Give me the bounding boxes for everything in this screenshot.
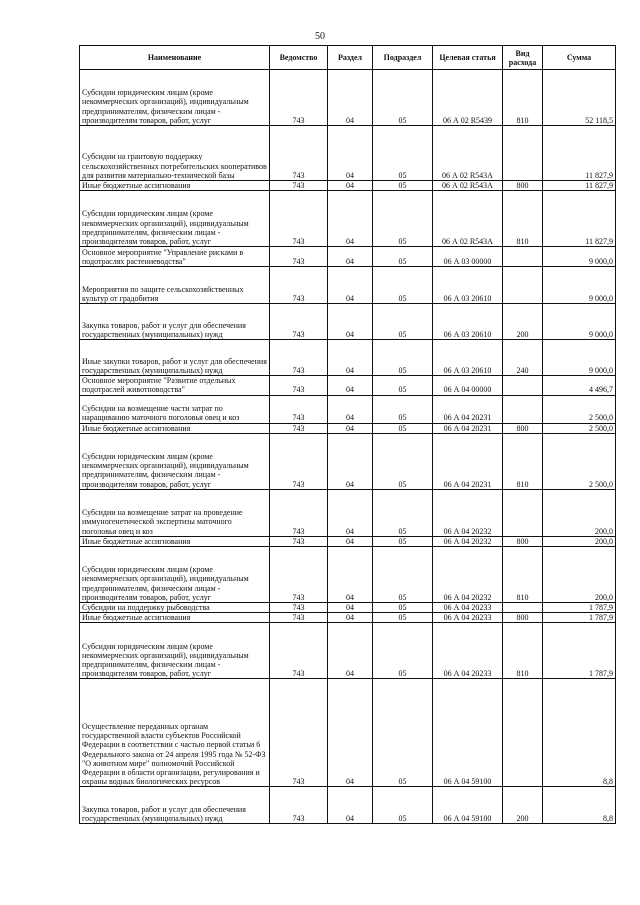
cell-subsection: 05 [373, 181, 433, 191]
cell-sum: 11 827,9 [543, 191, 616, 247]
cell-sum: 200,0 [543, 489, 616, 536]
cell-sum: 200,0 [543, 547, 616, 603]
cell-subsection: 05 [373, 433, 433, 489]
cell-subsection: 05 [373, 489, 433, 536]
cell-section: 04 [328, 536, 373, 546]
cell-expense: 800 [503, 536, 543, 546]
cell-target: 06 А 04 00000 [433, 376, 503, 395]
cell-subsection: 05 [373, 547, 433, 603]
cell-name: Субсидии юридическим лицам (кроме некоммерческих организаций), индивидуальным предпринимателям, физическим лицам - производителям товаров, работ, услуг [80, 433, 270, 489]
cell-section: 04 [328, 613, 373, 623]
cell-name: Субсидии юридическим лицам (кроме некоммерческих организаций), индивидуальным предпринимателям, физическим лицам - производителям товаров, работ, услуг [80, 70, 270, 126]
table-row [80, 70, 616, 126]
cell-dept: 743 [270, 603, 328, 613]
header-expense: Вид расхода [503, 46, 543, 70]
table-header-row [80, 46, 616, 70]
cell-name: Иные бюджетные ассигнования [80, 181, 270, 191]
cell-dept: 743 [270, 679, 328, 787]
cell-subsection: 05 [373, 191, 433, 247]
cell-target: 06 А 04 20233 [433, 623, 503, 679]
cell-sum: 2 500,0 [543, 395, 616, 423]
cell-dept: 743 [270, 181, 328, 191]
cell-name: Иные бюджетные ассигнования [80, 536, 270, 546]
cell-name: Субсидии юридическим лицам (кроме некоммерческих организаций), индивидуальным предпринимателям, физическим лицам - производителям товаров, работ, услуг [80, 623, 270, 679]
cell-expense: 800 [503, 613, 543, 623]
cell-target: 06 А 03 20610 [433, 304, 503, 340]
cell-target: 06 А 04 20233 [433, 603, 503, 613]
cell-expense: 810 [503, 547, 543, 603]
table-row [80, 489, 616, 536]
cell-expense: 240 [503, 340, 543, 376]
cell-target: 06 А 04 20231 [433, 395, 503, 423]
cell-sum: 1 787,9 [543, 613, 616, 623]
cell-section: 04 [328, 423, 373, 433]
table-row [80, 126, 616, 181]
cell-dept: 743 [270, 489, 328, 536]
table-row [80, 536, 616, 546]
cell-target: 06 А 04 20232 [433, 547, 503, 603]
cell-name: Субсидии на грантовую поддержку сельскохозяйственных потребительских кооперативов для развития материально-технической базы [80, 126, 270, 181]
cell-subsection: 05 [373, 247, 433, 267]
cell-expense: 800 [503, 181, 543, 191]
cell-subsection: 05 [373, 623, 433, 679]
cell-expense [503, 395, 543, 423]
table-row [80, 181, 616, 191]
cell-name: Субсидии юридическим лицам (кроме некоммерческих организаций), индивидуальным предпринимателям, физическим лицам - производителям товаров, работ, услуг [80, 547, 270, 603]
cell-name: Закупка товаров, работ и услуг для обеспечения государственных (муниципальных) нужд [80, 304, 270, 340]
table-row [80, 376, 616, 395]
cell-sum: 8,8 [543, 787, 616, 824]
cell-name: Иные бюджетные ассигнования [80, 423, 270, 433]
cell-subsection: 05 [373, 126, 433, 181]
cell-expense: 810 [503, 191, 543, 247]
cell-sum: 11 827,9 [543, 181, 616, 191]
table-row [80, 247, 616, 267]
cell-name: Мероприятия по защите сельскохозяйственных культур от градобития [80, 267, 270, 304]
cell-name: Закупка товаров, работ и услуг для обеспечения государственных (муниципальных) нужд [80, 787, 270, 824]
cell-expense [503, 267, 543, 304]
cell-sum: 9 000,0 [543, 267, 616, 304]
cell-section: 04 [328, 395, 373, 423]
cell-section: 04 [328, 547, 373, 603]
table-row [80, 395, 616, 423]
header-sum: Сумма [543, 46, 616, 70]
cell-target: 06 А 04 20231 [433, 433, 503, 489]
cell-sum: 8,8 [543, 679, 616, 787]
table-row [80, 423, 616, 433]
cell-section: 04 [328, 489, 373, 536]
cell-section: 04 [328, 70, 373, 126]
cell-section: 04 [328, 247, 373, 267]
table-row [80, 623, 616, 679]
cell-section: 04 [328, 623, 373, 679]
header-name: Наименование [80, 46, 270, 70]
cell-section: 04 [328, 267, 373, 304]
cell-expense: 810 [503, 433, 543, 489]
cell-expense: 200 [503, 304, 543, 340]
cell-dept: 743 [270, 433, 328, 489]
cell-expense [503, 126, 543, 181]
cell-expense: 810 [503, 623, 543, 679]
cell-subsection: 05 [373, 423, 433, 433]
cell-sum: 11 827,9 [543, 126, 616, 181]
table-row [80, 433, 616, 489]
cell-expense [503, 489, 543, 536]
cell-section: 04 [328, 787, 373, 824]
cell-target: 06 А 02 R5439 [433, 70, 503, 126]
cell-dept: 743 [270, 395, 328, 423]
cell-dept: 743 [270, 191, 328, 247]
cell-name: Иные закупки товаров, работ и услуг для обеспечения государственных (муниципальных) нужд [80, 340, 270, 376]
cell-target: 06 А 03 20610 [433, 267, 503, 304]
cell-dept: 743 [270, 623, 328, 679]
cell-name: Основное мероприятие "Развитие отдельных подотраслей животноводства" [80, 376, 270, 395]
table-row [80, 340, 616, 376]
cell-subsection: 05 [373, 395, 433, 423]
cell-section: 04 [328, 679, 373, 787]
cell-target: 06 А 02 R543А [433, 126, 503, 181]
cell-subsection: 05 [373, 787, 433, 824]
cell-subsection: 05 [373, 304, 433, 340]
cell-section: 04 [328, 433, 373, 489]
cell-name: Субсидии на поддержку рыбоводства [80, 603, 270, 613]
table-row [80, 679, 616, 787]
cell-section: 04 [328, 304, 373, 340]
cell-sum: 1 787,9 [543, 603, 616, 613]
cell-sum: 9 000,0 [543, 340, 616, 376]
cell-sum: 52 118,5 [543, 70, 616, 126]
cell-target: 06 А 04 20232 [433, 536, 503, 546]
cell-name: Субсидии на возмещение затрат на проведение иммуногенетической экспертизы маточного поголовья овец и коз [80, 489, 270, 536]
table-row [80, 304, 616, 340]
cell-target: 06 А 04 20231 [433, 423, 503, 433]
cell-dept: 743 [270, 70, 328, 126]
cell-sum: 2 500,0 [543, 433, 616, 489]
cell-target: 06 А 03 00000 [433, 247, 503, 267]
table-row [80, 191, 616, 247]
cell-section: 04 [328, 191, 373, 247]
page-number: 50 [315, 31, 325, 42]
table-row [80, 547, 616, 603]
cell-sum: 2 500,0 [543, 423, 616, 433]
cell-dept: 743 [270, 267, 328, 304]
cell-name: Субсидии юридическим лицам (кроме некоммерческих организаций), индивидуальным предпринимателям, физическим лицам - производителям товаров, работ, услуг [80, 191, 270, 247]
cell-section: 04 [328, 603, 373, 613]
table-row [80, 613, 616, 623]
cell-sum: 9 000,0 [543, 304, 616, 340]
cell-dept: 743 [270, 613, 328, 623]
cell-dept: 743 [270, 340, 328, 376]
cell-sum: 200,0 [543, 536, 616, 546]
cell-dept: 743 [270, 304, 328, 340]
cell-section: 04 [328, 126, 373, 181]
cell-subsection: 05 [373, 70, 433, 126]
cell-section: 04 [328, 340, 373, 376]
cell-dept: 743 [270, 423, 328, 433]
cell-expense [503, 376, 543, 395]
cell-subsection: 05 [373, 536, 433, 546]
cell-section: 04 [328, 376, 373, 395]
cell-expense: 810 [503, 70, 543, 126]
header-section: Раздел [328, 46, 373, 70]
table-row [80, 603, 616, 613]
cell-target: 06 А 04 20232 [433, 489, 503, 536]
table-row [80, 267, 616, 304]
cell-dept: 743 [270, 247, 328, 267]
header-target: Целевая статья [433, 46, 503, 70]
header-subsection: Подраздел [373, 46, 433, 70]
cell-dept: 743 [270, 547, 328, 603]
cell-expense: 200 [503, 787, 543, 824]
cell-subsection: 05 [373, 603, 433, 613]
cell-sum: 4 496,7 [543, 376, 616, 395]
cell-name: Иные бюджетные ассигнования [80, 613, 270, 623]
cell-subsection: 05 [373, 340, 433, 376]
cell-dept: 743 [270, 126, 328, 181]
cell-subsection: 05 [373, 679, 433, 787]
cell-target: 06 А 04 59100 [433, 787, 503, 824]
cell-target: 06 А 03 20610 [433, 340, 503, 376]
cell-dept: 743 [270, 536, 328, 546]
cell-expense [503, 679, 543, 787]
cell-name: Осуществление переданных органам государственной власти субъектов Российской Федерации в соответствии с частью первой статьи 6 Федерального закона от 24 апреля 1995 года № 52-ФЗ "О животном мире" полномочий Российской Федерации в области организации, регулирования и охраны водных биологических ресурсов [80, 679, 270, 787]
cell-dept: 743 [270, 376, 328, 395]
cell-sum: 9 000,0 [543, 247, 616, 267]
budget-table [79, 45, 616, 824]
cell-target: 06 А 04 20233 [433, 613, 503, 623]
cell-subsection: 05 [373, 613, 433, 623]
cell-subsection: 05 [373, 376, 433, 395]
cell-name: Субсидии на возмещение части затрат по наращиванию маточного поголовья овец и коз [80, 395, 270, 423]
cell-target: 06 А 02 R543А [433, 191, 503, 247]
cell-dept: 743 [270, 787, 328, 824]
cell-expense [503, 603, 543, 613]
cell-subsection: 05 [373, 267, 433, 304]
cell-expense [503, 247, 543, 267]
cell-section: 04 [328, 181, 373, 191]
cell-name: Основное мероприятие "Управление рисками в подотраслях растениеводства" [80, 247, 270, 267]
cell-sum: 1 787,9 [543, 623, 616, 679]
header-dept: Ведомство [270, 46, 328, 70]
cell-expense: 800 [503, 423, 543, 433]
cell-target: 06 А 02 R543А [433, 181, 503, 191]
cell-target: 06 А 04 59100 [433, 679, 503, 787]
table-row [80, 787, 616, 824]
